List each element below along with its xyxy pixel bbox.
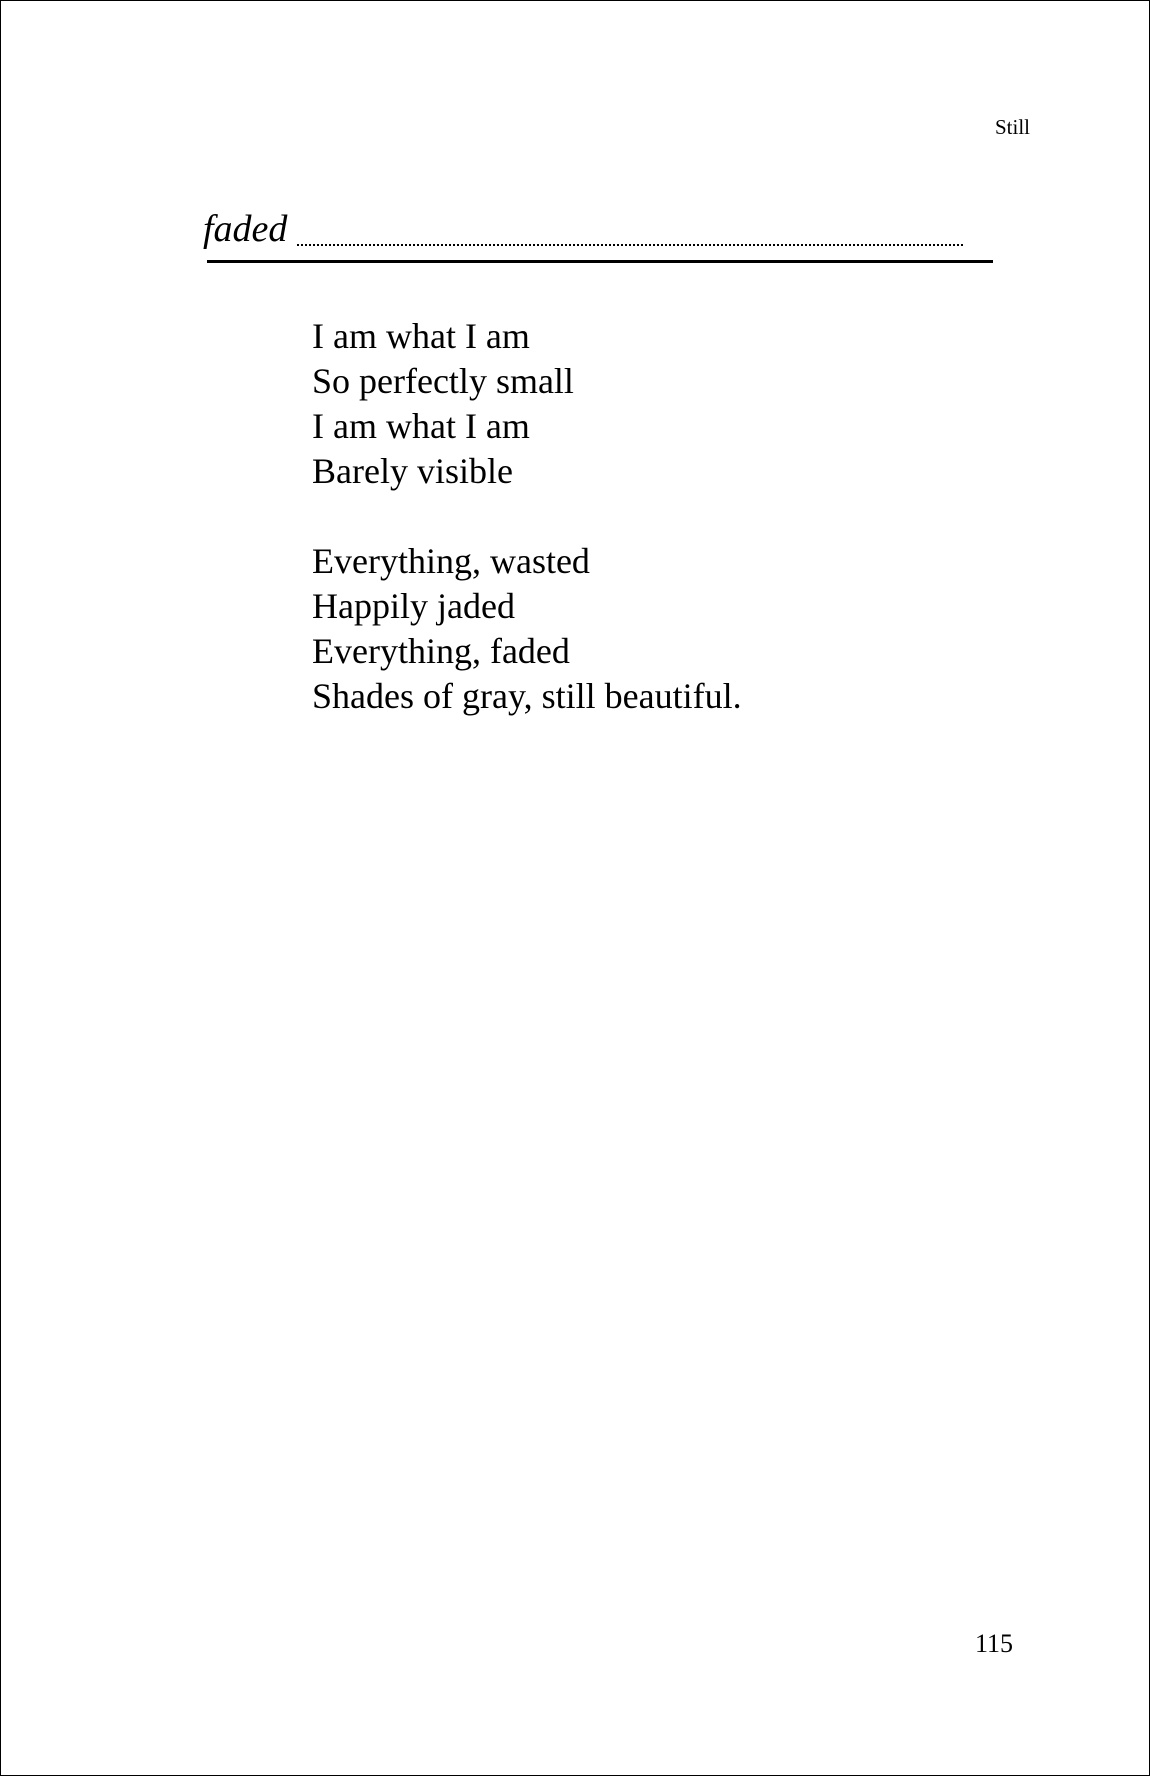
poem-line: I am what I am — [312, 406, 530, 446]
poem-line: Happily jaded — [312, 586, 515, 626]
page-number: 115 — [975, 1629, 1014, 1658]
title-underline-rule — [207, 260, 993, 263]
poem-title: faded — [203, 208, 288, 250]
title-dotted-leader — [297, 244, 963, 246]
poem-line: Everything, wasted — [312, 541, 590, 581]
poem-line: I am what I am — [312, 316, 530, 356]
poem-line: So perfectly small — [312, 361, 574, 401]
poem-line: Everything, faded — [312, 631, 570, 671]
stanza-1 — [312, 314, 742, 494]
poem-line: Barely visible — [312, 451, 513, 491]
stanza-2 — [312, 539, 742, 719]
poem-body — [312, 314, 742, 764]
poem-line: Shades of gray, still beautiful. — [312, 676, 742, 716]
poem-title-row — [203, 207, 963, 251]
running-header: Still — [995, 115, 1031, 139]
